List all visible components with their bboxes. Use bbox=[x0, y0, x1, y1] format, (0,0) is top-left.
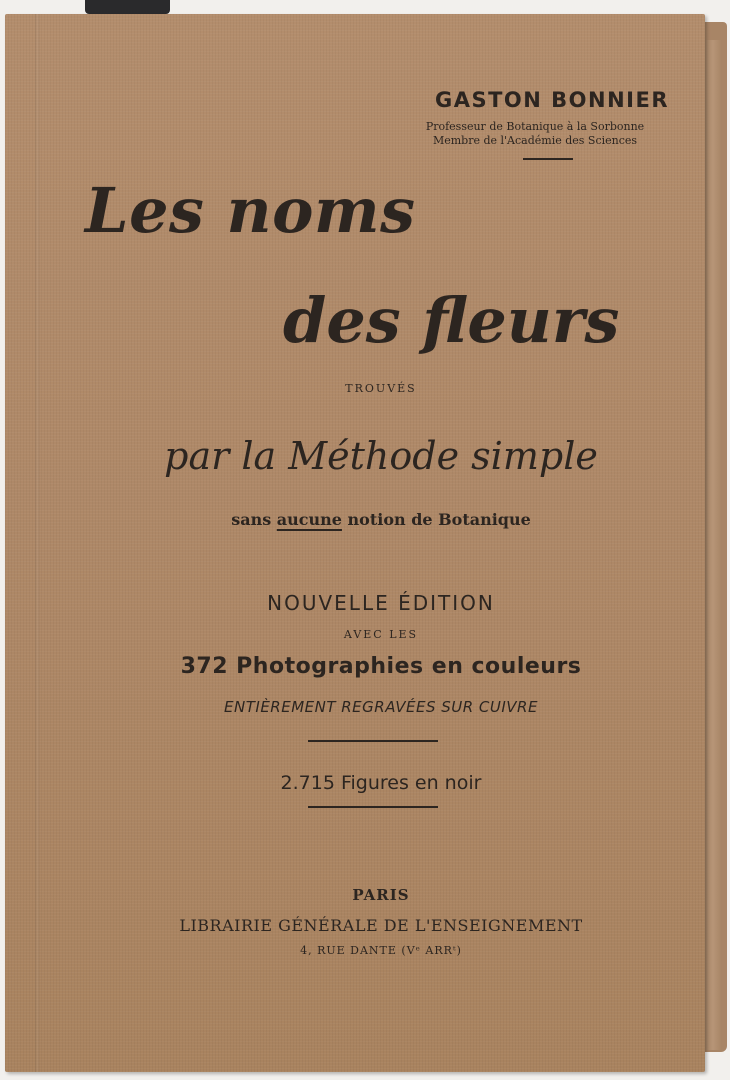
divider-rule-top bbox=[308, 740, 438, 742]
title-line-1: Les noms bbox=[85, 174, 416, 247]
divider-rule-bottom bbox=[308, 806, 438, 808]
subtitle-post: notion de Botanique bbox=[341, 510, 531, 529]
spine-fold bbox=[35, 14, 40, 1072]
binder-clip bbox=[85, 0, 170, 14]
publisher-name: LIBRAIRIE GÉNÉRALE DE L'ENSEIGNEMENT bbox=[179, 916, 583, 935]
trouves-label: TROUVÉS bbox=[345, 382, 417, 395]
publisher-address: 4, RUE DANTE (Vᵉ ARRᵗ) bbox=[300, 944, 462, 957]
figures-line: 2.715 Figures en noir bbox=[280, 772, 482, 794]
subtitle-emphasis: aucune bbox=[276, 510, 342, 529]
author-name: GASTON BONNIER bbox=[434, 88, 669, 112]
title-line-2: des fleurs bbox=[283, 284, 620, 357]
affiliation-line-1: Professeur de Botanique à la Sorbonne bbox=[425, 120, 645, 133]
engraving-line: ENTIÈREMENT REGRAVÉES SUR CUIVRE bbox=[224, 698, 538, 716]
avec-les-label: AVEC LES bbox=[343, 628, 419, 641]
subtitle-pre: sans bbox=[231, 510, 277, 529]
photographs-line: 372 Photographies en couleurs bbox=[180, 654, 582, 679]
method-line: par la Méthode simple bbox=[164, 434, 598, 478]
book-cover bbox=[5, 14, 705, 1072]
affiliation-rule bbox=[523, 158, 573, 160]
publisher-city: PARIS bbox=[352, 886, 410, 904]
edition-label: NOUVELLE ÉDITION bbox=[267, 591, 495, 615]
affiliation-line-2: Membre de l'Académie des Sciences bbox=[432, 134, 638, 147]
author-affiliation bbox=[400, 120, 670, 148]
subtitle-line bbox=[5, 510, 730, 529]
